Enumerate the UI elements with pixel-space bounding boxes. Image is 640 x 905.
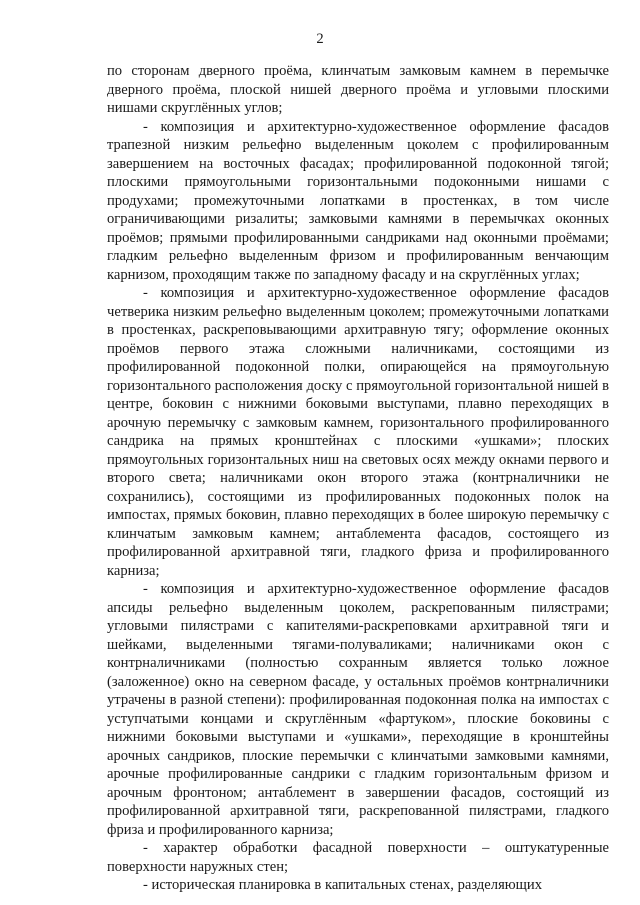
- paragraph-apse-facades: - композиция и архитектурно-художественное оформление фасадов апсиды рельефно выделенным цоколем, раскрепованным пилястрами; угловыми пилястрами с капителями-раскреповками архитравной тяги и шейками, выделенными тягами-полуваликами; наличниками окон с контрналичниками (полностью сохранным является только ложное (заложенное) окно на северном фасаде, у остальных проёмов контрналичники утрачены в разной степени): профилированная подоконная полка на импостах с уступчатыми концами и скруглённым «фартуком», плоские боковины с нижними боковыми выступами и «ушками», переходящие в кронштейны арочных сандриков, плоские перемычки с клинчатыми замковыми камнями, арочные профилированные сандрики с гладким горизонтальным фризом и арочным фронтоном; антаблемент в завершении фасадов, состоящий из профилированной архитравной тяги, раскрепованной пилястрами, гладкого фриза и профилированного карниза;: [107, 581, 609, 838]
- paragraph-historic-layout: - историческая планировка в капитальных стенах, разделяющих: [143, 877, 543, 893]
- body-text: [107, 62, 609, 895]
- page-number: 2: [316, 31, 324, 47]
- paragraph-surface-treatment: - характер обработки фасадной поверхности – оштукатуренные поверхности наружных стен;: [107, 840, 609, 875]
- paragraph-refectory-facades: - композиция и архитектурно-художественное оформление фасадов трапезной низким рельефно выделенным цоколем с профилированным завершением на восточных фасадах; профилированной подоконной тягой; плоскими прямоугольными горизонтальными подоконными нишами с продухами; промежуточными лопатками в простенках, в том числе ограничивающими ризалиты; замковыми камнями в перемычках оконных проёмов; прямыми профилированными сандриками над оконными проёмами; гладким рельефно выделенным фризом и профилированным венчающим карнизом, проходящим также по западному фасаду и на скруглённых углах;: [107, 118, 609, 283]
- paragraph-chetverik-facades: - композиция и архитектурно-художественное оформление фасадов четверика низким рельефно выделенным цоколем; промежуточными лопатками в простенках, раскреповывающими архитравную тягу; оформление оконных проёмов первого этажа сложными наличниками, состоящими из профилированной подоконной полки, опирающейся на прямоугольную горизонтального расположения доску с прямоугольной горизонтальной нишей в центре, боковин с нижними боковыми выступами, плавно переходящих в арочную перемычку с замковым камнем, горизонтального профилированного сандрика на прямых кронштейнах с плоскими «ушками»; плоских прямоугольных горизонтальных ниш на световых осях между окнами первого и второго света; наличниками окон второго этажа (контрналичники не сохранились), состоящими из профилированных подоконных полок на импостах, прямых боковин, плавно переходящих в более широкую перемычку с клинчатым замковым камнем; антаблемента фасадов, состоящего из профилированной архитравной тяги, гладкого фриза и профилированного карниза;: [107, 285, 609, 579]
- paragraph-continuation: по сторонам дверного проёма, клинчатым замковым камнем в перемычке дверного проёма, плоской нишей дверного проёма и угловыми плоскими нишами скруглённых углов;: [107, 63, 609, 116]
